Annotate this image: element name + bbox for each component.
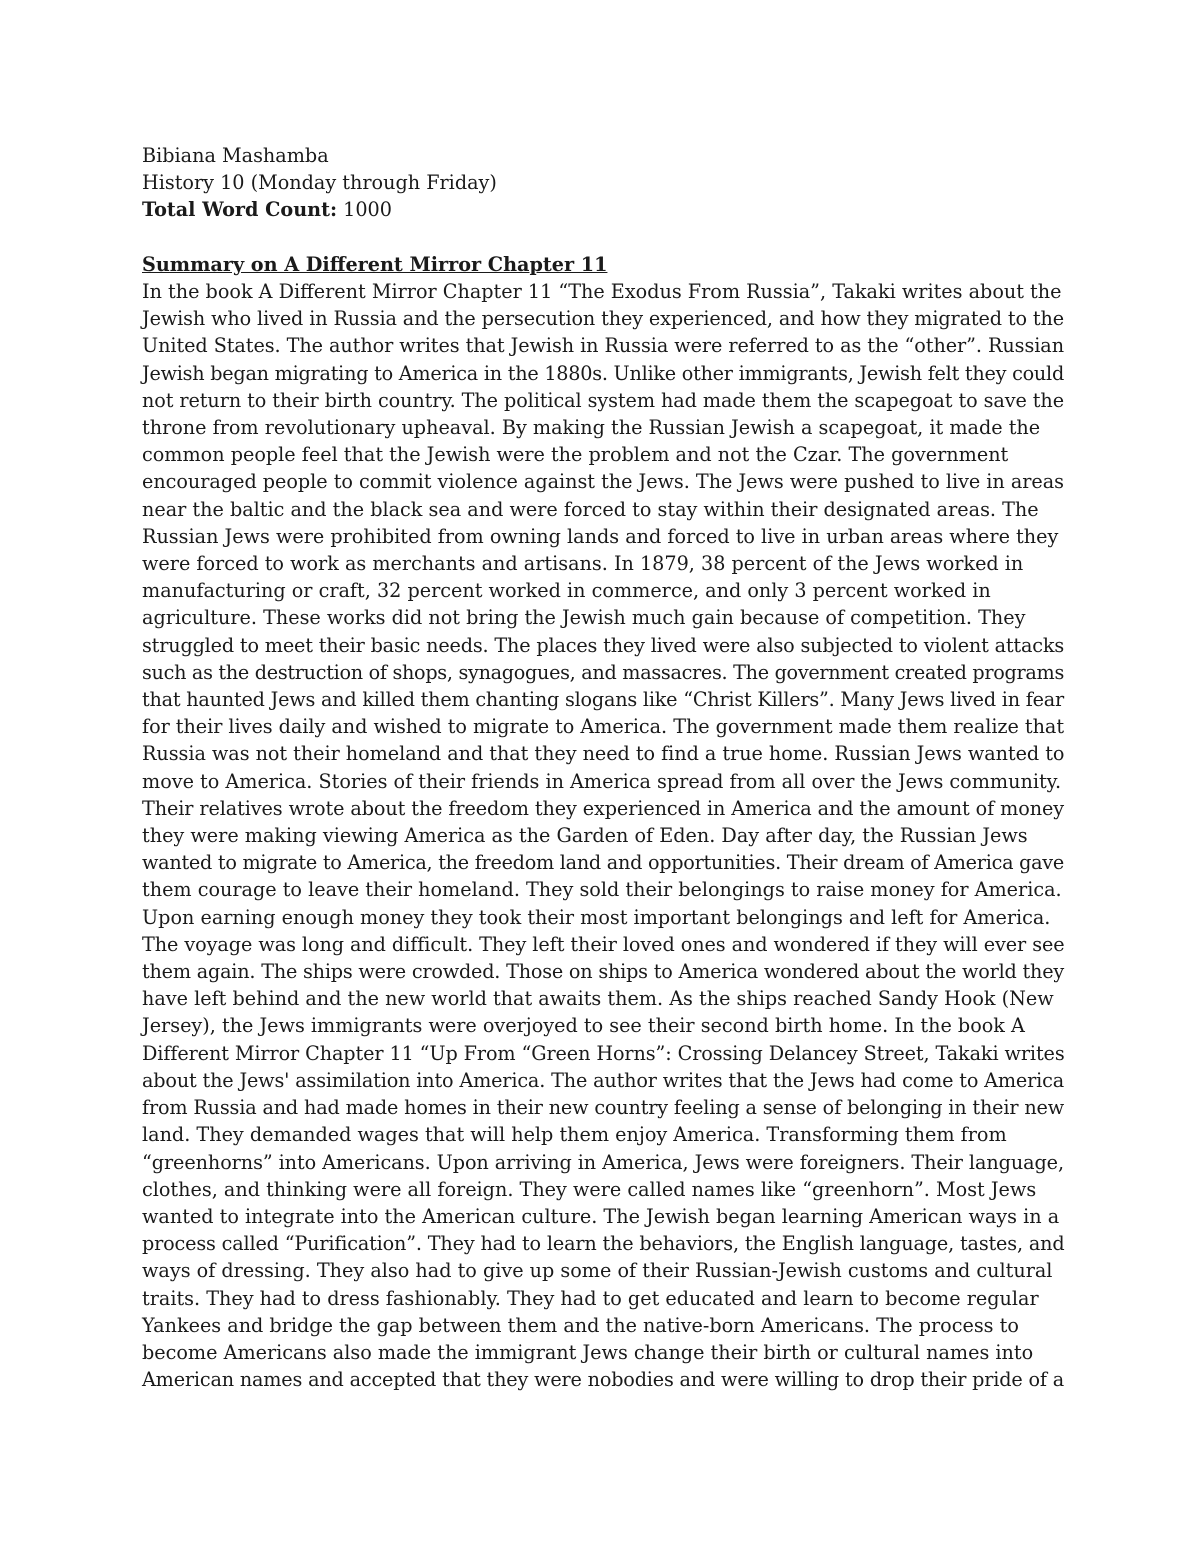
body-line: Their relatives wrote about the freedom they experienced in America and the amount of money [142, 796, 1064, 820]
body-line: wanted to migrate to America, the freedom land and opportunities. Their dream of America gave [142, 851, 1064, 875]
body-line: agriculture. These works did not bring the Jewish much gain because of competition. They [142, 606, 1026, 630]
body-line: they were making viewing America as the Garden of Eden. Day after day, the Russian Jews [142, 824, 1028, 848]
body-line: encouraged people to commit violence against the Jews. The Jews were pushed to live in areas [142, 470, 1064, 494]
body-line: “greenhorns” into Americans. Upon arriving in America, Jews were foreigners. Their language, [142, 1150, 1064, 1174]
body-line: become Americans also made the immigrant Jews change their birth or cultural names into [142, 1340, 1034, 1364]
word-count-line [142, 196, 1062, 223]
body-line: wanted to integrate into the American culture. The Jewish began learning American ways in a [142, 1204, 1060, 1228]
author-name: Bibiana Mashamba [142, 144, 329, 167]
body-line: throne from revolutionary upheaval. By making the Russian Jewish a scapegoat, it made the [142, 416, 1041, 440]
body-line: Jewish who lived in Russia and the persecution they experienced, and how they migrated to the [142, 307, 1064, 331]
body-line: move to America. Stories of their friends in America spread from all over the Jews community. [142, 769, 1062, 793]
body-line: Upon earning enough money they took their most important belongings and left for America. [142, 905, 1051, 929]
body-line: near the baltic and the black sea and were forced to stay within their designated areas. The [142, 497, 1039, 521]
body-line: Russia was not their homeland and that they need to find a true home. Russian Jews wanted to [142, 742, 1065, 766]
body-line: them courage to leave their homeland. They sold their belongings to raise money for America. [142, 878, 1062, 902]
document-content [142, 142, 1065, 1393]
course-info: History 10 (Monday through Friday) [142, 171, 497, 195]
body-line: such as the destruction of shops, synagogues, and massacres. The government created programs [142, 660, 1064, 684]
body-line: for their lives daily and wished to migrate to America. The government made them realize that [142, 715, 1064, 739]
body-line: Different Mirror Chapter 11 “Up From “Green Horns”: Crossing Delancey Street, Takaki writes [142, 1041, 1065, 1065]
body-paragraph [142, 278, 1065, 1393]
body-line: from Russia and had made homes in their new country feeling a sense of belonging in their new [142, 1096, 1064, 1120]
body-line: In the book A Different Mirror Chapter 11 “The Exodus From Russia”, Takaki writes about the [142, 280, 1062, 303]
body-line: them again. The ships were crowded. Those on ships to America wondered about the world they [142, 960, 1064, 984]
body-line: Jersey), the Jews immigrants were overjoyed to see their second birth home. In the book A [142, 1014, 1025, 1038]
body-line: American names and accepted that they were nobodies and were willing to drop their pride of a [142, 1368, 1064, 1392]
body-line: United States. The author writes that Jewish in Russia were referred to as the “other”. Russian [142, 334, 1064, 358]
word-count-label: Total Word Count: [142, 198, 338, 222]
body-line: process called “Purification”. They had to learn the behaviors, the English language, tastes, and [142, 1232, 1065, 1256]
body-line: common people feel that the Jewish were the problem and not the Czar. The government [142, 443, 1009, 467]
document-title: Summary on A Different Mirror Chapter 11 [142, 252, 608, 276]
body-line: Yankees and bridge the gap between them and the native-born Americans. The process to [142, 1313, 1019, 1337]
body-line: were forced to work as merchants and artisans. In 1879, 38 percent of the Jews worked in [142, 552, 1024, 576]
body-line: clothes, and thinking were all foreign. They were called names like “greenhorn”. Most Jews [142, 1177, 1037, 1201]
body-line: have left behind and the new world that awaits them. As the ships reached Sandy Hook (New [142, 987, 1054, 1011]
body-line: Jewish began migrating to America in the 1880s. Unlike other immigrants, Jewish felt they could [142, 361, 1064, 385]
word-count-value: 1000 [337, 198, 392, 222]
body-line: traits. They had to dress fashionably. They had to get educated and learn to become regular [142, 1286, 1039, 1310]
body-line: struggled to meet their basic needs. The places they lived were also subjected to violent attacks [142, 633, 1064, 657]
body-line: manufacturing or craft, 32 percent worked in commerce, and only 3 percent worked in [142, 579, 991, 603]
body-line: ways of dressing. They also had to give up some of their Russian-Jewish customs and cultural [142, 1259, 1053, 1283]
body-line: not return to their birth country. The political system had made them the scapegoat to save the [142, 388, 1064, 412]
body-line: The voyage was long and difficult. They left their loved ones and wondered if they will ever see [142, 932, 1065, 956]
body-line: that haunted Jews and killed them chanting slogans like “Christ Killers”. Many Jews lived in fear [142, 688, 1064, 712]
blank-line [142, 224, 1062, 251]
body-line: Russian Jews were prohibited from owning lands and forced to live in urban areas where they [142, 524, 1059, 548]
body-line: land. They demanded wages that will help them enjoy America. Transforming them from [142, 1123, 1007, 1147]
body-line: about the Jews' assimilation into America. The author writes that the Jews had come to America [142, 1068, 1064, 1092]
